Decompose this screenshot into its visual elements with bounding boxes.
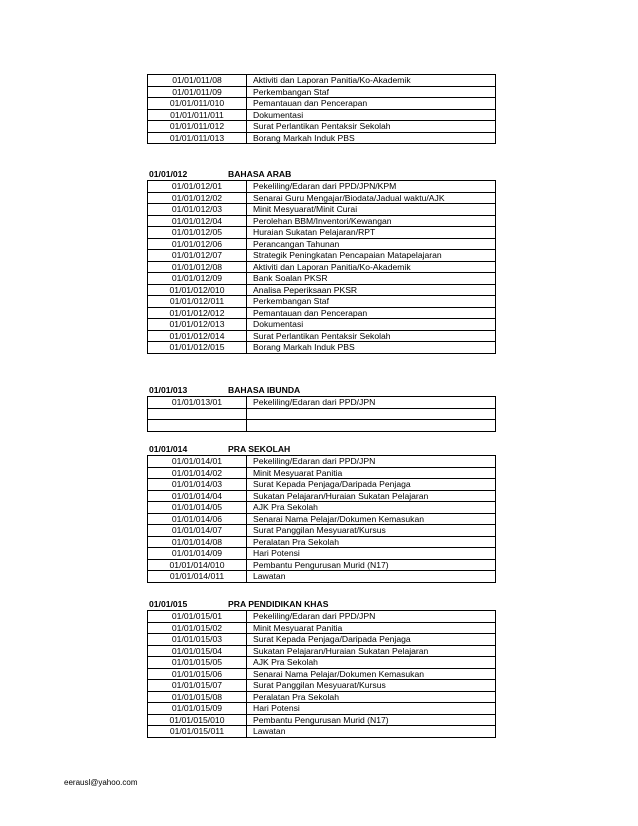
- file-description-cell: Pemantauan dan Pencerapan: [247, 307, 496, 319]
- file-code-table-015: [147, 610, 496, 738]
- table-row: [148, 691, 496, 703]
- file-code-cell: 01/01/014/09: [148, 548, 247, 560]
- file-code-cell: 01/01/011/012: [148, 121, 247, 133]
- file-code-cell: 01/01/011/013: [148, 132, 247, 144]
- file-description-cell: Minit Mesyuarat/Minit Curai: [247, 204, 496, 216]
- file-code-cell: 01/01/011/010: [148, 98, 247, 110]
- table-row: [148, 192, 496, 204]
- file-description-cell: Aktiviti dan Laporan Panitia/Ko-Akademik: [247, 261, 496, 273]
- section-code: 01/01/012: [149, 169, 188, 179]
- file-code-cell: 01/01/012/03: [148, 204, 247, 216]
- file-code-cell: 01/01/012/09: [148, 273, 247, 285]
- file-code-cell: 01/01/011/08: [148, 75, 247, 87]
- file-code-cell: 01/01/014/010: [148, 559, 247, 571]
- table-row: [148, 397, 496, 409]
- file-description-cell: Minit Mesyuarat Panitia: [247, 622, 496, 634]
- file-description-cell: Hari Potensi: [247, 548, 496, 560]
- file-description-cell: Surat Panggilan Mesyuarat/Kursus: [247, 680, 496, 692]
- table-row: [148, 342, 496, 354]
- table-row: [148, 657, 496, 669]
- file-description-cell: Pembantu Pengurusan Murid (N17): [247, 559, 496, 571]
- file-code-cell: 01/01/012/02: [148, 192, 247, 204]
- file-code-cell: 01/01/012/06: [148, 238, 247, 250]
- file-description-cell: [247, 420, 496, 432]
- table-row: [148, 273, 496, 285]
- table-row: [148, 548, 496, 560]
- file-description-cell: Hari Potensi: [247, 703, 496, 715]
- table-row: [148, 668, 496, 680]
- table-row: [148, 330, 496, 342]
- file-code-cell: 01/01/012/01: [148, 181, 247, 193]
- table-row: [148, 86, 496, 98]
- file-description-cell: Perkembangan Staf: [247, 296, 496, 308]
- file-code-cell: 01/01/015/06: [148, 668, 247, 680]
- file-code-cell: 01/01/013/01: [148, 397, 247, 409]
- file-code-cell: 01/01/012/013: [148, 319, 247, 331]
- table-row: [148, 296, 496, 308]
- file-code-cell: 01/01/015/07: [148, 680, 247, 692]
- file-description-cell: Senarai Nama Pelajar/Dokumen Kemasukan: [247, 513, 496, 525]
- table-row: [148, 181, 496, 193]
- file-code-cell: 01/01/011/09: [148, 86, 247, 98]
- table-row: [148, 467, 496, 479]
- file-description-cell: Peralatan Pra Sekolah: [247, 536, 496, 548]
- file-description-cell: Perolehan BBM/Inventori/Kewangan: [247, 215, 496, 227]
- file-description-cell: Aktiviti dan Laporan Panitia/Ko-Akademik: [247, 75, 496, 87]
- file-code-cell: 01/01/015/09: [148, 703, 247, 715]
- file-description-cell: Pemantauan dan Pencerapan: [247, 98, 496, 110]
- table-row: [148, 204, 496, 216]
- file-code-cell: 01/01/014/07: [148, 525, 247, 537]
- section-code: 01/01/015: [149, 599, 188, 609]
- file-code-cell: 01/01/012/07: [148, 250, 247, 262]
- file-description-cell: Strategik Peningkatan Pencapaian Matapelajaran: [247, 250, 496, 262]
- file-description-cell: AJK Pra Sekolah: [247, 502, 496, 514]
- file-description-cell: Senarai Guru Mengajar/Biodata/Jadual waktu/AJK: [247, 192, 496, 204]
- table-row: [148, 536, 496, 548]
- file-code-table-014: [147, 455, 496, 583]
- table-row: [148, 109, 496, 121]
- file-code-cell: 01/01/012/010: [148, 284, 247, 296]
- section-title: BAHASA ARAB: [228, 169, 292, 179]
- table-row: [148, 98, 496, 110]
- table-row: [148, 559, 496, 571]
- file-code-cell: 01/01/014/011: [148, 571, 247, 583]
- file-code-cell: 01/01/012/04: [148, 215, 247, 227]
- file-code-cell: 01/01/015/010: [148, 714, 247, 726]
- file-code-cell: [148, 420, 247, 432]
- table-row: [148, 132, 496, 144]
- table-row: [148, 513, 496, 525]
- table-row: [148, 319, 496, 331]
- file-code-cell: 01/01/012/05: [148, 227, 247, 239]
- file-description-cell: Analisa Peperiksaan PKSR: [247, 284, 496, 296]
- file-description-cell: Sukatan Pelajaran/Huraian Sukatan Pelajaran: [247, 490, 496, 502]
- file-description-cell: Minit Mesyuarat Panitia: [247, 467, 496, 479]
- section-heading-bahasa-arab: [149, 168, 292, 180]
- file-code-cell: 01/01/015/03: [148, 634, 247, 646]
- table-row: [148, 420, 496, 432]
- file-description-cell: Pekeliling/Edaran dari PPD/JPN: [247, 611, 496, 623]
- table-row: [148, 726, 496, 738]
- file-description-cell: Surat Perlantikan Pentaksir Sekolah: [247, 330, 496, 342]
- file-description-cell: Pekeliling/Edaran dari PPD/JPN/KPM: [247, 181, 496, 193]
- file-code-cell: 01/01/011/011: [148, 109, 247, 121]
- table-row: [148, 215, 496, 227]
- file-description-cell: Bank Soalan PKSR: [247, 273, 496, 285]
- file-code-cell: 01/01/014/03: [148, 479, 247, 491]
- file-description-cell: AJK Pra Sekolah: [247, 657, 496, 669]
- file-code-cell: 01/01/014/05: [148, 502, 247, 514]
- file-description-cell: Huraian Sukatan Pelajaran/RPT: [247, 227, 496, 239]
- section-title: PRA SEKOLAH: [228, 444, 291, 454]
- file-code-cell: 01/01/015/011: [148, 726, 247, 738]
- file-code-cell: 01/01/015/01: [148, 611, 247, 623]
- file-code-cell: 01/01/015/08: [148, 691, 247, 703]
- table-row: [148, 714, 496, 726]
- section-heading-bahasa-ibunda: [149, 384, 301, 396]
- section-title: PRA PENDIDIKAN KHAS: [228, 599, 329, 609]
- file-description-cell: Perkembangan Staf: [247, 86, 496, 98]
- file-description-cell: [247, 408, 496, 420]
- file-code-cell: 01/01/014/06: [148, 513, 247, 525]
- file-code-cell: 01/01/012/014: [148, 330, 247, 342]
- table-row: [148, 622, 496, 634]
- table-row: [148, 238, 496, 250]
- file-description-cell: Surat Kepada Penjaga/Daripada Penjaga: [247, 634, 496, 646]
- file-description-cell: Dokumentasi: [247, 109, 496, 121]
- section-heading-pra-sekolah: [149, 443, 291, 455]
- file-description-cell: Pekeliling/Edaran dari PPD/JPN: [247, 456, 496, 468]
- table-row: [148, 307, 496, 319]
- file-code-cell: 01/01/014/04: [148, 490, 247, 502]
- file-code-cell: 01/01/012/011: [148, 296, 247, 308]
- section-code: 01/01/013: [149, 385, 188, 395]
- file-description-cell: Surat Perlantikan Pentaksir Sekolah: [247, 121, 496, 133]
- file-description-cell: Perancangan Tahunan: [247, 238, 496, 250]
- table-row: [148, 408, 496, 420]
- section-heading-pra-pendidikan-khas: [149, 598, 329, 610]
- file-code-cell: 01/01/014/08: [148, 536, 247, 548]
- file-description-cell: Pekeliling/Edaran dari PPD/JPN: [247, 397, 496, 409]
- file-description-cell: Lawatan: [247, 571, 496, 583]
- file-description-cell: Surat Kepada Penjaga/Daripada Penjaga: [247, 479, 496, 491]
- footer-email: eerausl@yahoo.com: [64, 778, 138, 787]
- table-row: [148, 75, 496, 87]
- table-row: [148, 645, 496, 657]
- table-row: [148, 571, 496, 583]
- file-code-table-011: [147, 74, 496, 144]
- table-row: [148, 490, 496, 502]
- file-description-cell: Senarai Nama Pelajar/Dokumen Kemasukan: [247, 668, 496, 680]
- table-row: [148, 611, 496, 623]
- file-code-cell: [148, 408, 247, 420]
- table-row: [148, 703, 496, 715]
- file-description-cell: Peralatan Pra Sekolah: [247, 691, 496, 703]
- file-code-cell: 01/01/014/01: [148, 456, 247, 468]
- file-code-cell: 01/01/012/012: [148, 307, 247, 319]
- file-description-cell: Sukatan Pelajaran/Huraian Sukatan Pelajaran: [247, 645, 496, 657]
- file-code-cell: 01/01/015/04: [148, 645, 247, 657]
- file-code-table-013: [147, 396, 496, 432]
- table-row: [148, 634, 496, 646]
- file-code-cell: 01/01/012/015: [148, 342, 247, 354]
- file-code-cell: 01/01/015/05: [148, 657, 247, 669]
- file-description-cell: Borang Markah Induk PBS: [247, 342, 496, 354]
- table-row: [148, 227, 496, 239]
- file-description-cell: Surat Panggilan Mesyuarat/Kursus: [247, 525, 496, 537]
- file-code-cell: 01/01/014/02: [148, 467, 247, 479]
- file-code-cell: 01/01/012/08: [148, 261, 247, 273]
- file-code-cell: 01/01/015/02: [148, 622, 247, 634]
- table-row: [148, 250, 496, 262]
- table-row: [148, 121, 496, 133]
- table-row: [148, 456, 496, 468]
- table-row: [148, 284, 496, 296]
- table-row: [148, 479, 496, 491]
- section-title: BAHASA IBUNDA: [228, 385, 301, 395]
- table-row: [148, 502, 496, 514]
- file-description-cell: Pembantu Pengurusan Murid (N17): [247, 714, 496, 726]
- section-code: 01/01/014: [149, 444, 188, 454]
- table-row: [148, 525, 496, 537]
- file-description-cell: Borang Markah Induk PBS: [247, 132, 496, 144]
- table-row: [148, 261, 496, 273]
- file-description-cell: Lawatan: [247, 726, 496, 738]
- table-row: [148, 680, 496, 692]
- file-code-table-012: [147, 180, 496, 354]
- file-description-cell: Dokumentasi: [247, 319, 496, 331]
